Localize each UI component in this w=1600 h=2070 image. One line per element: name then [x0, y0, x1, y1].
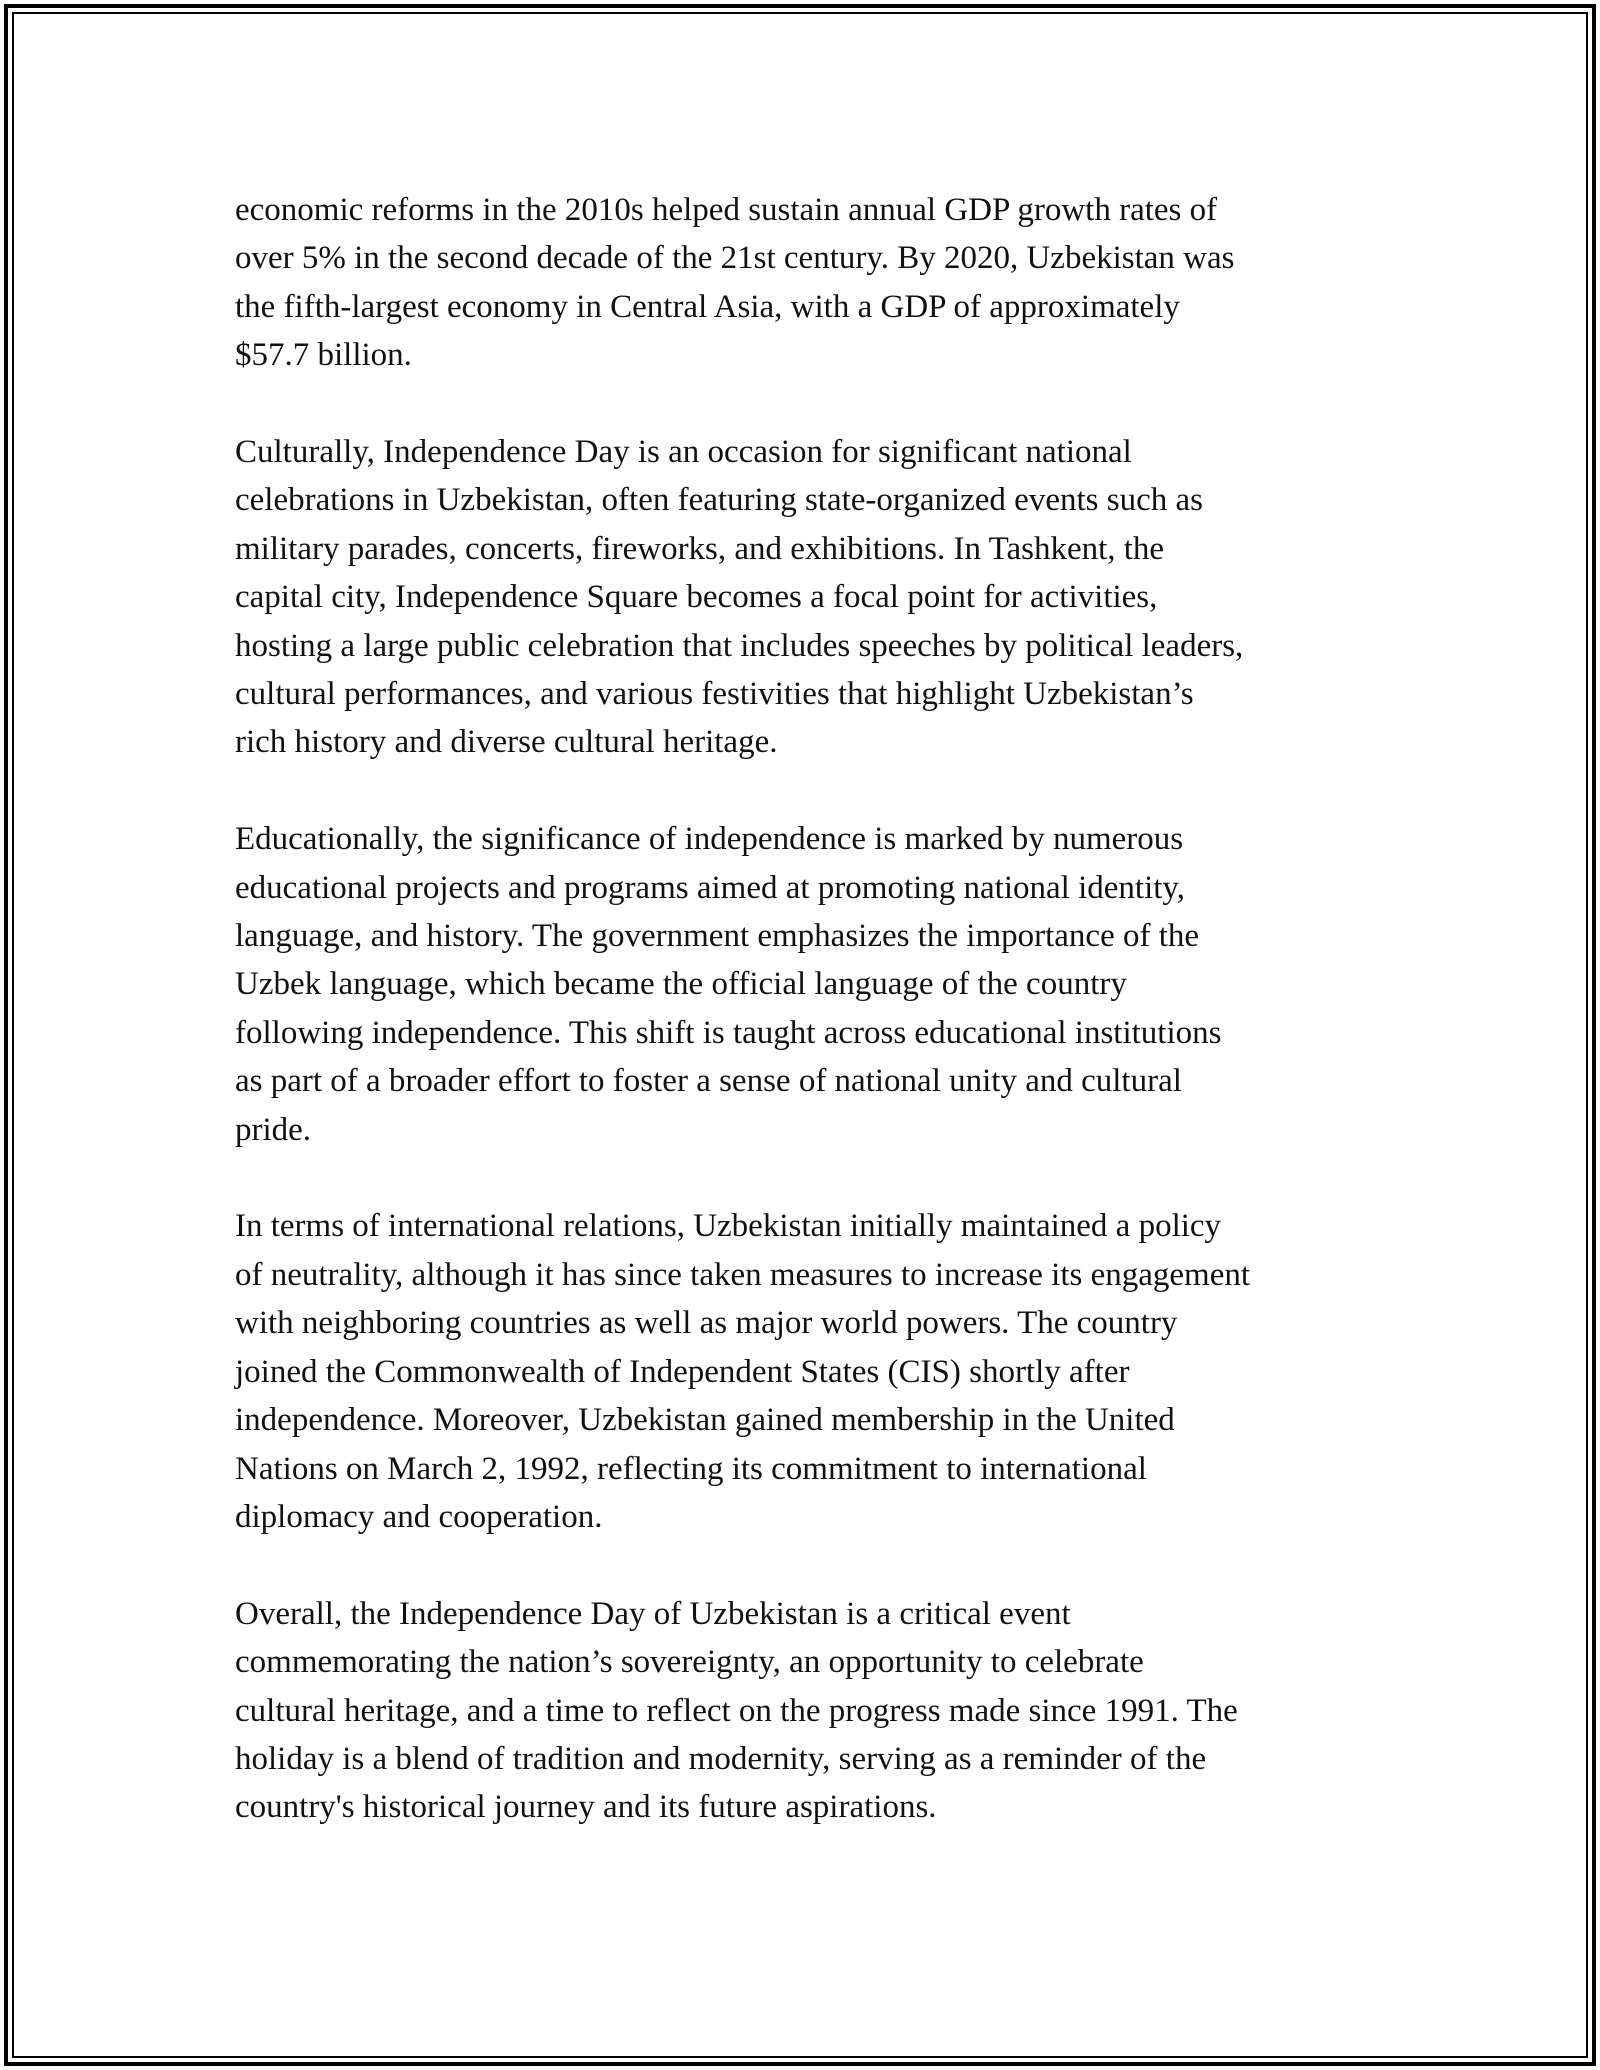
document-body	[235, 186, 1415, 1880]
paragraph-culture: Culturally, Independence Day is an occasion for significant national celebrations in Uzbekistan, often featuring state-organized events such as military parades, concerts, fireworks, and exhibitions. In Tashkent, the capital city, Independence Square becomes a focal point for activities, hosting a large public celebration that includes speeches by political leaders, cultural performances, and various festivities that highlight Uzbekistan’s rich history and diverse cultural heritage.	[235, 434, 1244, 761]
paragraph-international-relations: In terms of international relations, Uzbekistan initially maintained a policy of neutrality, although it has since taken measures to increase its engagement with neighboring countries as well as major world powers. The country joined the Commonwealth of Independent States (CIS) shortly after independence. Moreover, Uzbekistan gained membership in the United Nations on March 2, 1992, reflecting its commitment to international diplomacy and cooperation.	[235, 1208, 1251, 1535]
paragraph-education: Educationally, the significance of independence is marked by numerous educational projects and programs aimed at promoting national identity, language, and history. The government emphasizes the importance of the Uzbek language, which became the official language of the country following independence. This shift is taught across educational institutions as part of a broader effort to foster a sense of national unity and cultural pride.	[235, 821, 1222, 1148]
paragraph-economy: economic reforms in the 2010s helped sustain annual GDP growth rates of over 5% in the second decade of the 21st century. By 2020, Uzbekistan was the fifth-largest economy in Central Asia, with a GDP of approximately $57.7 billion.	[235, 192, 1235, 374]
paragraph-conclusion: Overall, the Independence Day of Uzbekistan is a critical event commemorating the nation’s sovereignty, an opportunity to celebrate cultural heritage, and a time to reflect on the progress made since 1991. The holiday is a blend of tradition and modernity, serving as a reminder of the country's historical journey and its future aspirations.	[235, 1595, 1238, 1826]
